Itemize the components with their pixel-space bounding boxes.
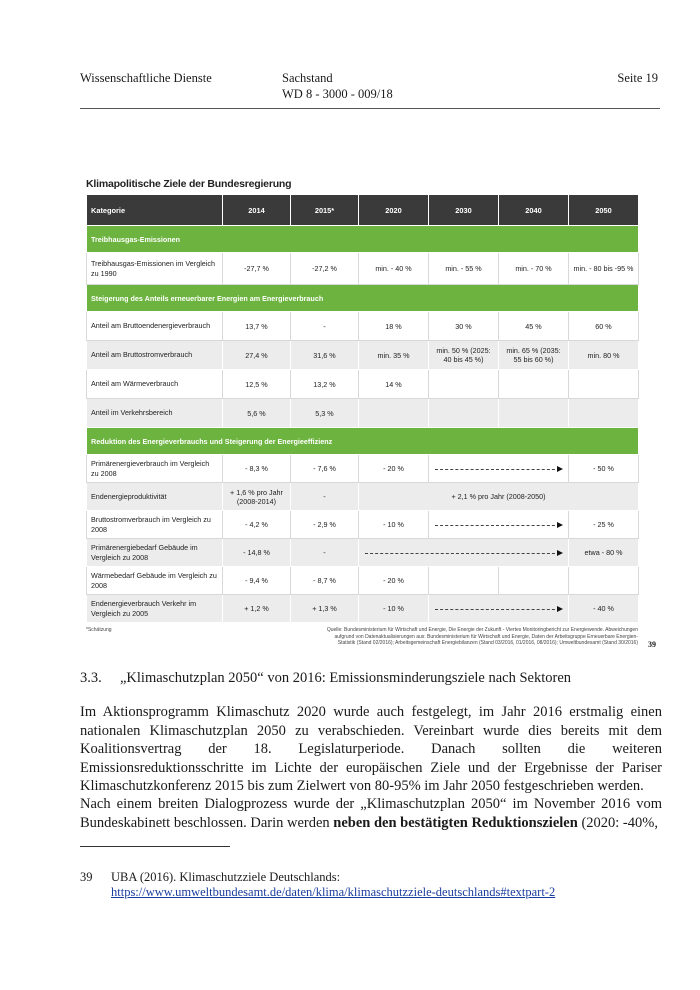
cell: - 14,8 % — [223, 539, 291, 567]
cell: - 4,2 % — [223, 511, 291, 539]
estimate-note: *Schätzung — [86, 627, 112, 633]
cell: min. 80 % — [569, 341, 639, 370]
trend-arrow — [359, 539, 569, 567]
figure-source: Quelle: Bundesministerium für Wirtschaft und Energie, Die Energie der Zukunft - Viertes Monitoringbericht zur Energiewende. Abweichungen aufgrund von Datenaktualisierungen aus: Bundesministerium für Wirtschaft und Energie, Daten der Arbeitsgruppe Erneuerbare Energien-Statistik (Stand 02/2016); Arbeitsgemeinschaft Energiebilanzen (Stand 03/2016, 01/2016, 08/2016); Umweltbundesamt (Stand 30/2016) — [326, 627, 638, 646]
cell: 5,3 % — [291, 399, 359, 428]
cell: - 50 % — [569, 455, 639, 483]
table-row — [87, 312, 639, 341]
row-label: Bruttostromverbrauch im Vergleich zu 2008 — [87, 511, 223, 539]
targets-table — [86, 194, 639, 623]
footnote-number: 39 — [80, 870, 93, 884]
climate-targets-figure — [86, 176, 638, 655]
cell-span: + 2,1 % pro Jahr (2008-2050) — [359, 483, 639, 511]
table-row — [87, 455, 639, 483]
col-header: 2014 — [223, 195, 291, 226]
table-row — [87, 370, 639, 399]
cell — [359, 399, 429, 428]
footnote-link[interactable]: https://www.umweltbundesamt.de/daten/klima/klimaschutzziele-deutschlands#textpart-2 — [111, 885, 556, 899]
cell: - 8,7 % — [291, 567, 359, 595]
cell: - 7,6 % — [291, 455, 359, 483]
section-title: Reduktion des Energieverbrauchs und Steigerung der Energieeffizienz — [87, 428, 639, 455]
paragraph-text: Nach einem breiten Dialogprozess wurde der „Klimaschutzplan 2050“ im November 2016 vom Bundeskabinett beschlossen. Darin werden — [80, 796, 662, 831]
section-row — [87, 285, 639, 312]
row-label: Primärenergiebedarf Gebäude im Vergleich zu 2008 — [87, 539, 223, 567]
cell: min. - 80 bis -95 % — [569, 253, 639, 285]
table-row — [87, 253, 639, 285]
cell: -27,7 % — [223, 253, 291, 285]
cell: 45 % — [499, 312, 569, 341]
cell: - 25 % — [569, 511, 639, 539]
paragraph — [80, 795, 662, 832]
figure-footer — [86, 625, 638, 655]
col-header: 2040 — [499, 195, 569, 226]
cell: - 10 % — [359, 595, 429, 623]
paragraph: Im Aktionsprogramm Klimaschutz 2020 wurde auch festgelegt, im Jahr 2016 erstmalig einen nationalen Klimaschutzplan 2050 zu verabschieden. Vereinbart wurde dies bereits mit dem Koalitionsvertrag der 18. Legislaturperiode. Danach sollten die weiteren Emissionsreduktionsschritte im Lichte der europäischen Ziele und der Ergebnisse der Pariser Klimaschutzkonferenz 2015 bis zum Zielwert von 80-95% im Jahr 2050 festgeschrieben werden. — [80, 704, 662, 794]
table-row — [87, 483, 639, 511]
row-label: Anteil am Wärmeverbrauch — [87, 370, 223, 399]
cell: -27,2 % — [291, 253, 359, 285]
cell: etwa - 80 % — [569, 539, 639, 567]
cell — [499, 567, 569, 595]
cell: min. - 70 % — [499, 253, 569, 285]
header-doc-number: WD 8 - 3000 - 009/18 — [282, 87, 393, 101]
figure-title: Klimapolitische Ziele der Bundesregierung — [86, 178, 292, 190]
col-header: Kategorie — [87, 195, 223, 226]
footnote-rule — [80, 846, 230, 847]
table-row — [87, 595, 639, 623]
col-header: 2030 — [429, 195, 499, 226]
cell: min. - 55 % — [429, 253, 499, 285]
cell: 31,6 % — [291, 341, 359, 370]
header-middle — [282, 70, 393, 102]
cell: - 10 % — [359, 511, 429, 539]
table-header-row — [87, 195, 639, 226]
table-row — [87, 567, 639, 595]
row-label: Anteil am Bruttoendenergieverbrauch — [87, 312, 223, 341]
cell: + 1,6 % pro Jahr (2008-2014) — [223, 483, 291, 511]
cell: 5,6 % — [223, 399, 291, 428]
row-label: Anteil im Verkehrsbereich — [87, 399, 223, 428]
row-label: Anteil am Bruttostromverbrauch — [87, 341, 223, 370]
paragraph-bold-text: neben den bestätigten Reduktionszielen — [333, 814, 578, 831]
cell: + 1,3 % — [291, 595, 359, 623]
cell — [429, 370, 499, 399]
cell: 27,4 % — [223, 341, 291, 370]
row-label: Wärmebedarf Gebäude im Vergleich zu 2008 — [87, 567, 223, 595]
cell — [569, 567, 639, 595]
row-label: Treibhausgas-Emissionen im Vergleich zu 1990 — [87, 253, 223, 285]
cell: - 8,3 % — [223, 455, 291, 483]
section-row — [87, 428, 639, 455]
cell — [569, 399, 639, 428]
table-row — [87, 399, 639, 428]
section-title: Steigerung des Anteils erneuerbarer Energien am Energieverbrauch — [87, 285, 639, 312]
table-row — [87, 511, 639, 539]
header-rule — [80, 108, 660, 109]
section-row — [87, 226, 639, 253]
cell: - 9,4 % — [223, 567, 291, 595]
cell: - 40 % — [569, 595, 639, 623]
section-number: 3.3. — [80, 670, 102, 686]
row-label: Endenergieproduktivität — [87, 483, 223, 511]
cell: 13,7 % — [223, 312, 291, 341]
cell: 30 % — [429, 312, 499, 341]
row-label: Primärenergieverbrauch im Vergleich zu 2008 — [87, 455, 223, 483]
cell: min. - 40 % — [359, 253, 429, 285]
cell: 18 % — [359, 312, 429, 341]
cell: - — [291, 539, 359, 567]
trend-arrow — [429, 595, 569, 623]
cell: 60 % — [569, 312, 639, 341]
cell: - — [291, 312, 359, 341]
cell — [499, 399, 569, 428]
row-label: Endenergieverbrauch Verkehr im Vergleich zu 2005 — [87, 595, 223, 623]
trend-arrow — [429, 511, 569, 539]
cell: 12,5 % — [223, 370, 291, 399]
cell — [569, 370, 639, 399]
cell: min. 50 % (2025: 40 bis 45 %) — [429, 341, 499, 370]
footnote-text: UBA (2016). Klimaschutzziele Deutschlands: https://www.umweltbundesamt.de/daten/klima/klimaschutzziele-deutschlands#textpart-2 — [111, 870, 556, 899]
col-header: 2050 — [569, 195, 639, 226]
cell — [499, 370, 569, 399]
section-title: „Klimaschutzplan 2050“ von 2016: Emissionsminderungsziele nach Sektoren — [120, 670, 572, 686]
cell: - 20 % — [359, 567, 429, 595]
cell: min. 35 % — [359, 341, 429, 370]
trend-arrow — [429, 455, 569, 483]
cell: + 1,2 % — [223, 595, 291, 623]
header-left: Wissenschaftliche Dienste — [80, 71, 212, 85]
section-title: Treibhausgas-Emissionen — [87, 226, 639, 253]
paragraph-text: (2020: -40%, — [577, 814, 658, 831]
header-doc-type: Sachstand — [282, 71, 333, 85]
table-row — [87, 539, 639, 567]
cell: - 20 % — [359, 455, 429, 483]
page-number: Seite 19 — [617, 71, 658, 85]
cell: min. 65 % (2035: 55 bis 60 %) — [499, 341, 569, 370]
cell: - — [291, 483, 359, 511]
cell: 13,2 % — [291, 370, 359, 399]
col-header: 2020 — [359, 195, 429, 226]
cell — [429, 399, 499, 428]
cell: 14 % — [359, 370, 429, 399]
col-header: 2015* — [291, 195, 359, 226]
cell — [429, 567, 499, 595]
figure-footnote-ref: 39 — [648, 640, 656, 649]
cell: - 2,9 % — [291, 511, 359, 539]
table-row — [87, 341, 639, 370]
